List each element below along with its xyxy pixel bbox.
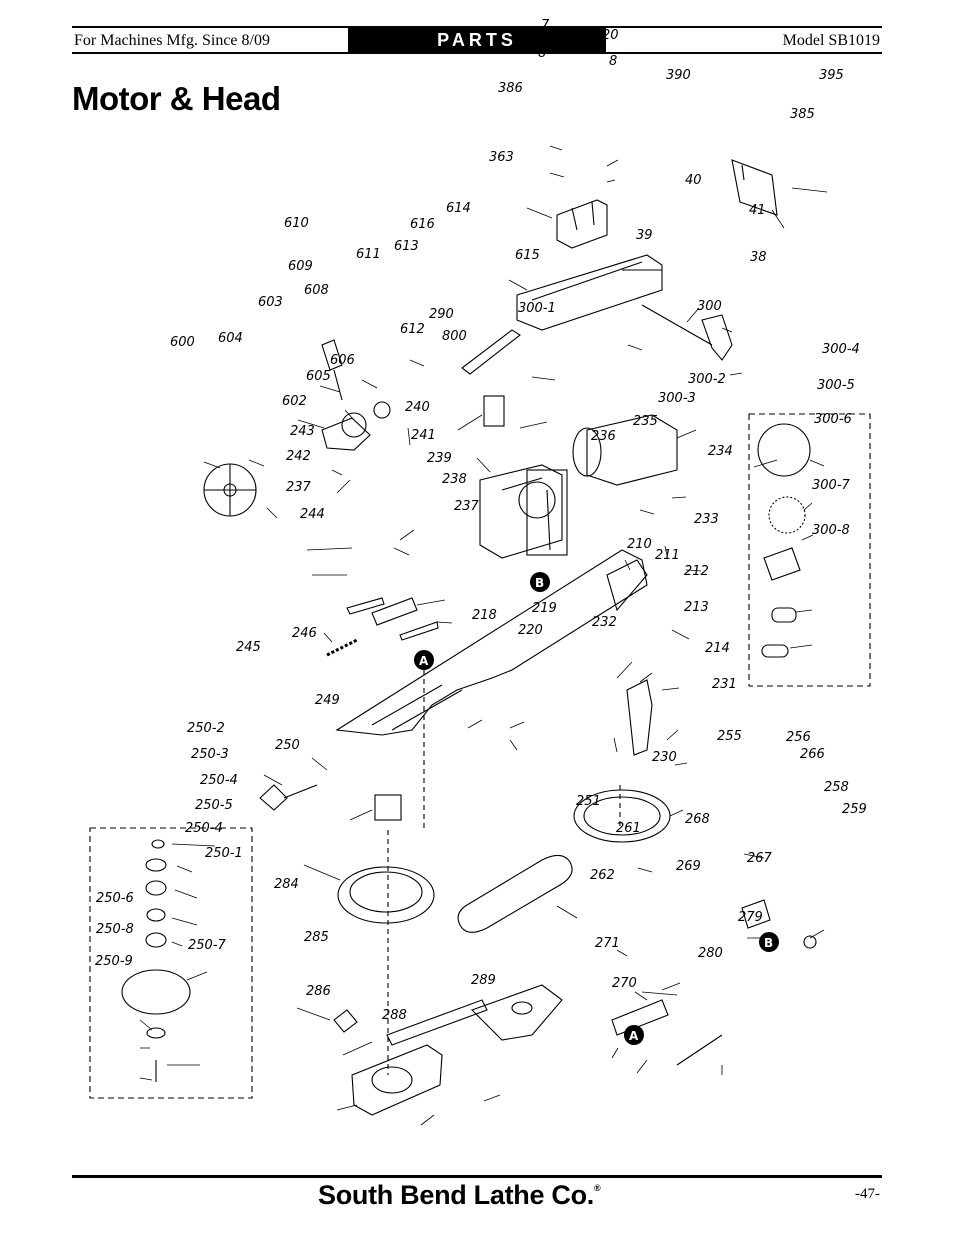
knob-245 — [260, 785, 317, 810]
part-label: 237 — [454, 499, 479, 514]
page-title: Motor & Head — [72, 80, 281, 117]
page-header — [72, 24, 882, 54]
part-label: 300-3 — [658, 391, 696, 406]
part-label: 261 — [616, 821, 641, 836]
cover-300-4 — [758, 424, 810, 476]
part-label: 235 — [633, 414, 658, 429]
part-label: 611 — [356, 247, 381, 262]
part-label: 233 — [694, 512, 719, 527]
part-label: 250-6 — [96, 891, 134, 906]
part-label: 390 — [666, 68, 691, 83]
part-label: 242 — [286, 449, 311, 464]
part-label: 218 — [472, 608, 497, 623]
shaft-614 — [462, 330, 520, 374]
part-label: 300-7 — [812, 478, 850, 493]
part-label: 616 — [410, 217, 435, 232]
fan-300-5 — [769, 497, 805, 533]
part-label: 271 — [595, 936, 620, 951]
part-label: 280 — [698, 946, 723, 961]
registered-mark: ® — [593, 1183, 601, 1193]
part-label: 256 — [786, 730, 811, 745]
part-label: 219 — [532, 601, 557, 616]
part-label: 258 — [824, 780, 849, 795]
part-label: 241 — [411, 428, 436, 443]
part-label: 603 — [258, 295, 283, 310]
bearing-611 — [374, 402, 390, 418]
part-label: 608 — [304, 283, 329, 298]
part-label: 270 — [612, 976, 637, 991]
footer-brand — [318, 1180, 600, 1211]
arm-363 — [517, 255, 662, 330]
part-label: 363 — [489, 150, 514, 165]
part-label: 39 — [636, 228, 653, 243]
part-250-4b — [146, 933, 166, 947]
part-label: 8 — [609, 54, 618, 69]
plate-236 — [607, 560, 647, 610]
box-300-6 — [764, 548, 800, 580]
part-label: 269 — [676, 859, 701, 874]
part-label: 237 — [286, 480, 311, 495]
part-label: 615 — [515, 248, 540, 263]
part-label: 289 — [471, 973, 496, 988]
callout-a-main-text: A — [419, 654, 429, 668]
part-label: 8 — [538, 46, 547, 61]
part-label: 250-8 — [96, 922, 134, 937]
part-label: 279 — [738, 910, 763, 925]
plate-286-hole — [372, 1067, 412, 1093]
part-label: 612 — [400, 322, 425, 337]
frame-218 — [337, 550, 647, 735]
wheel-250-inner — [350, 872, 422, 912]
part-label: 250-4 — [185, 821, 223, 836]
part-label: 230 — [652, 750, 677, 765]
part-250-2 — [152, 840, 164, 848]
gearbox-800 — [480, 465, 562, 558]
part-label: 268 — [685, 812, 710, 827]
knob-284 — [334, 1010, 357, 1032]
part-label: 300-6 — [814, 412, 852, 427]
part-label: 300 — [697, 299, 722, 314]
part-label: 285 — [304, 930, 329, 945]
part-label: 604 — [218, 331, 243, 346]
part-label: 610 — [284, 216, 309, 231]
part-250-6 — [147, 1028, 165, 1038]
part-label: 259 — [842, 802, 867, 817]
header-section-badge: PARTS — [348, 27, 606, 52]
spring-244 — [327, 640, 357, 655]
part-label: 300-1 — [518, 301, 556, 316]
part-label: 266 — [800, 747, 825, 762]
part-label: 250-4 — [200, 773, 238, 788]
part-label: 38 — [750, 250, 767, 265]
header-bottom-rule — [72, 52, 882, 54]
part-label: 286 — [306, 984, 331, 999]
part-label: 290 — [429, 307, 454, 322]
part-label: 250-2 — [187, 721, 225, 736]
handle-41 — [702, 315, 732, 360]
capacitor-300-7 — [772, 608, 796, 622]
belt-251 — [458, 855, 572, 932]
header-model-text: Model SB1019 — [782, 32, 880, 49]
part-label: 284 — [274, 877, 299, 892]
wheel-250-1 — [122, 970, 190, 1014]
part-label: 300-4 — [822, 342, 860, 357]
part-label: 238 — [442, 472, 467, 487]
part-label: 605 — [306, 369, 331, 384]
part-label: 602 — [282, 394, 307, 409]
bracket-386 — [557, 200, 607, 248]
callout-b-lower-text: B — [764, 936, 774, 950]
part-label: 267 — [747, 851, 772, 866]
part-label: 240 — [405, 400, 430, 415]
part-label: 213 — [684, 600, 709, 615]
part-250-4a — [146, 881, 166, 895]
part-label: 255 — [717, 729, 742, 744]
bracket-212 — [627, 680, 652, 755]
part-label: 262 — [590, 868, 615, 883]
part-label: 251 — [576, 794, 601, 809]
part-label: 210 — [627, 537, 652, 552]
part-label: 214 — [705, 641, 730, 656]
part-label: 236 — [591, 429, 616, 444]
part-label: 211 — [655, 548, 680, 563]
part-label: 600 — [170, 335, 195, 350]
part-label: 300-2 — [688, 372, 726, 387]
part-label: 250-3 — [191, 747, 229, 762]
part-label: 250-1 — [205, 846, 243, 861]
part-label: 288 — [382, 1008, 407, 1023]
wheel-250 — [338, 867, 434, 923]
part-label: 300-8 — [812, 523, 850, 538]
part-label: 20 — [602, 28, 619, 43]
part-label: 246 — [292, 626, 317, 641]
callout-b-main-text: B — [535, 576, 545, 590]
callout-a-lower-text: A — [629, 1029, 639, 1043]
part-label: 243 — [290, 424, 315, 439]
header-machines-text: For Machines Mfg. Since 8/09 — [74, 32, 270, 49]
part-label: 385 — [790, 107, 815, 122]
part-label: 250-5 — [195, 798, 233, 813]
plate-286 — [352, 1045, 442, 1115]
part-label: 606 — [330, 353, 355, 368]
part-label: 800 — [442, 329, 467, 344]
part-label: 250 — [275, 738, 300, 753]
plate-upper-hole — [512, 1002, 532, 1014]
part-250-5 — [147, 909, 165, 921]
part-label: 244 — [300, 507, 325, 522]
part-label: 239 — [427, 451, 452, 466]
footer-brand-name: South Bend Lathe Co. — [318, 1180, 594, 1210]
part-label: 234 — [708, 444, 733, 459]
part-250-3 — [146, 859, 166, 871]
part-label: 231 — [712, 677, 737, 692]
part-label: 41 — [749, 203, 766, 218]
part-label: 40 — [685, 173, 702, 188]
capacitor-300-8 — [762, 645, 788, 657]
part-label: 212 — [684, 564, 709, 579]
part-label: 249 — [315, 693, 340, 708]
part-label: 250-9 — [95, 954, 133, 969]
part-label: 232 — [592, 615, 617, 630]
part-label: 7 — [541, 18, 550, 33]
part-label: 245 — [236, 640, 261, 655]
block-238 — [372, 598, 417, 625]
plate-upper — [472, 985, 562, 1040]
part-label: 609 — [288, 259, 313, 274]
block-249 — [375, 795, 401, 820]
part-label: 395 — [819, 68, 844, 83]
part-label: 386 — [498, 81, 523, 96]
page-number: -47- — [855, 1186, 880, 1202]
part-label: 250-7 — [188, 938, 226, 953]
footer-rule — [72, 1175, 882, 1178]
part-label: 614 — [446, 201, 471, 216]
rod-280 — [677, 1035, 722, 1065]
switch-290 — [484, 396, 504, 426]
part-label: 613 — [394, 239, 419, 254]
part-label: 300-5 — [817, 378, 855, 393]
gearbox-800-flange — [519, 482, 555, 518]
hub-608 — [342, 413, 366, 437]
part-label: 220 — [518, 623, 543, 638]
